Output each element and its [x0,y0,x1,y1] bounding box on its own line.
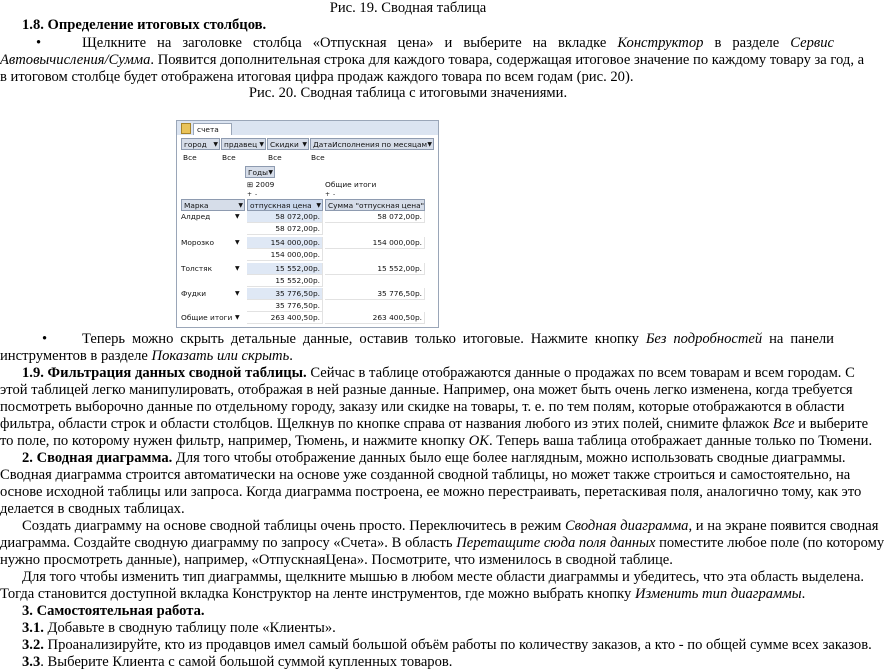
bullet-icon: • [36,35,42,51]
row-field-brand[interactable]: Марка ▼ [181,199,245,211]
section-1-9-line-3: посмотреть выборочно данные по отдельному городу, заказу или скидке на товары, т. е. по тем полям, которые отображаются в области [0,399,845,415]
paragraph-2-line-2: инструментов в разделе Показать или скрыть. [0,348,293,364]
paragraph-1-line-1: Щелкните на заголовке столбца «Отпускная цена» и выберите на вкладке Конструктор в разделе Сервис [82,35,834,51]
figure-caption-19: Рис. 19. Сводная таблица [329,0,487,16]
table-cell: 15 552,00р. [325,263,425,275]
chevron-down-icon: ▼ [238,202,243,209]
filter-value-city: Все [183,153,197,162]
filter-discount[interactable]: Скидки ▼ [267,138,309,150]
task-3-2: 3.2. Проанализируйте, кто из продавцов имел самый большой объём работы по количеству заказов, а кто - по общей сумме всех заказов. [22,637,872,653]
bullet-icon: • [42,331,48,347]
section-2-line-4: делается в сводных таблицах. [0,501,185,517]
grand-total-header: Общие итоги [325,180,377,189]
table-cell: 15 552,00р. [247,275,323,287]
row-label: Фудки [181,289,207,298]
chevron-down-icon: ▼ [316,202,321,209]
filter-seller[interactable]: прдавец ▼ [221,138,266,150]
section-2-line-1: 2. Сводная диаграмма. Для того чтобы отображение данных было еще более наглядным, можно использовать сводные диаграммы. [22,450,846,466]
task-3-3: 3.3. Выберите Клиента с самой большой суммой купленных товаров. [22,654,453,670]
row-label: Морозко [181,238,215,247]
expand-icon[interactable]: + [247,191,253,198]
table-cell: 58 072,00р. [247,211,323,223]
section-2-line-2: Сводная диаграмма строится автоматически на основе уже созданной сводной таблицы, но может также строиться и самостоятельно, на [0,467,851,483]
paragraph-4-line-1: Для того чтобы изменить тип диаграммы, щелкните мышью в любом месте области диаграммы и убедитесь, что эта область выделена. [22,569,865,585]
table-cell: 154 000,00р. [247,237,323,249]
chevron-down-icon[interactable]: ▼ [235,213,240,220]
paragraph-3-line-3: нужно просмотреть данные), например, «ОтпускнаяЦена». Посмотрите, что изменилось в сводной таблице. [0,552,673,568]
section-1-9-line-1: 1.9. Фильтрация данных сводной таблицы. Сейчас в таблице отображаются данные о продажах по всем товарам и всем городам. С [22,365,855,381]
column-field-years[interactable]: Годы ▼ [245,166,275,178]
section-heading-3: 3. Самостоятельная работа. [22,603,205,619]
filter-value-discount: Все [268,153,282,162]
table-cell: 154 000,00р. [247,249,323,261]
table-cell: 35 776,50р. [247,288,323,300]
sum-field-header: Сумма "отпускная цена" [325,199,425,211]
collapse-icon[interactable]: - [255,191,258,198]
chevron-down-icon: ▼ [302,141,307,148]
figure-caption-20: Рис. 20. Сводная таблица с итоговыми значениями. [248,85,568,101]
table-cell: 15 552,00р. [247,263,323,275]
chevron-down-icon[interactable]: ▼ [235,290,240,297]
chevron-down-icon: ▼ [427,141,432,148]
section-heading-1-8: 1.8. Определение итоговых столбцов. [22,17,267,33]
section-1-9-line-2: этой таблицей легко манипулировать, отображая в ней разные данные. Например, она может быть очень легко изменена, когда требуется [0,382,853,398]
table-cell: 58 072,00р. [325,211,425,223]
footer-value: 263 400,50р. [247,312,323,324]
paragraph-3-line-2: диаграмма. Создайте сводную диаграмму по запросу «Счета». В область Перетащите сюда поля данных поместите любое поле (по которому [0,535,884,551]
paragraph-2-line-1: Теперь можно скрыть детальные данные, оставив только итоговые. Нажмите кнопку Без подробностей на панели [82,331,834,347]
collapse-icon[interactable]: - [333,191,336,198]
chevron-down-icon[interactable]: ▼ [235,314,240,321]
paragraph-1-line-2: Автовычисления/Сумма. Появится дополнительная строка для каждого товара, содержащая итоговое значение по каждому товару за год, а [0,52,865,68]
chevron-down-icon: ▼ [268,169,273,176]
paragraph-1-line-3: в итоговом столбце будет отображена итоговая цифра продаж каждого товара по всем годам (рис. 20). [0,69,634,85]
table-icon [181,123,191,134]
section-1-9-line-4: фильтра, области строк и области столбцов. Щелкнув по кнопке справа от названия любого из этих полей, снимите флажок Все и выберите [0,416,869,432]
chevron-down-icon[interactable]: ▼ [235,239,240,246]
expand-icon[interactable]: + [325,191,331,198]
filter-value-date: Все [311,153,325,162]
filter-city[interactable]: город ▼ [181,138,220,150]
row-label: Алдред [181,212,211,221]
section-1-9-line-5: то поле, по которому нужен фильтр, например, Тюмень, и нажмите кнопку ОК. Теперь ваша таблица отображает данные только по Тюмени. [0,433,873,449]
year-2009-header[interactable]: ⊞ 2009 [247,180,275,189]
footer-total: 263 400,50р. [325,312,425,324]
chevron-down-icon: ▼ [213,141,218,148]
table-cell: 35 776,50р. [247,300,323,312]
row-label: Толстяк [181,264,213,273]
table-cell: 35 776,50р. [325,288,425,300]
paragraph-3-line-1: Создать диаграмму на основе сводной таблицы очень просто. Переключитесь в режим Сводная диаграмма, и на экране появится сводная [22,518,879,534]
tab-scheta[interactable]: счета [193,123,232,135]
pivot-table-screenshot [176,120,439,328]
footer-label: Общие итоги [181,313,233,322]
data-field-price[interactable]: отпускная цена ▼ [247,199,323,211]
table-cell: 58 072,00р. [247,223,323,235]
paragraph-4-line-2: Тогда становится доступной вкладка Конструктор на ленте инструментов, где можно выбрать кнопку Изменить тип диаграммы. [0,586,806,602]
chevron-down-icon: ▼ [259,141,264,148]
filter-date-month[interactable]: ДатаИсполнения по месяцам ▼ [310,138,434,150]
section-2-line-3: основе исходной таблицы или запроса. Когда диаграмма построена, ее можно перестраивать, перетаскивая поля, аналогично тому, как это [0,484,862,500]
table-cell: 154 000,00р. [325,237,425,249]
task-3-1: 3.1. Добавьте в сводную таблицу поле «Клиенты». [22,620,336,636]
filter-value-seller: Все [222,153,236,162]
chevron-down-icon[interactable]: ▼ [235,265,240,272]
